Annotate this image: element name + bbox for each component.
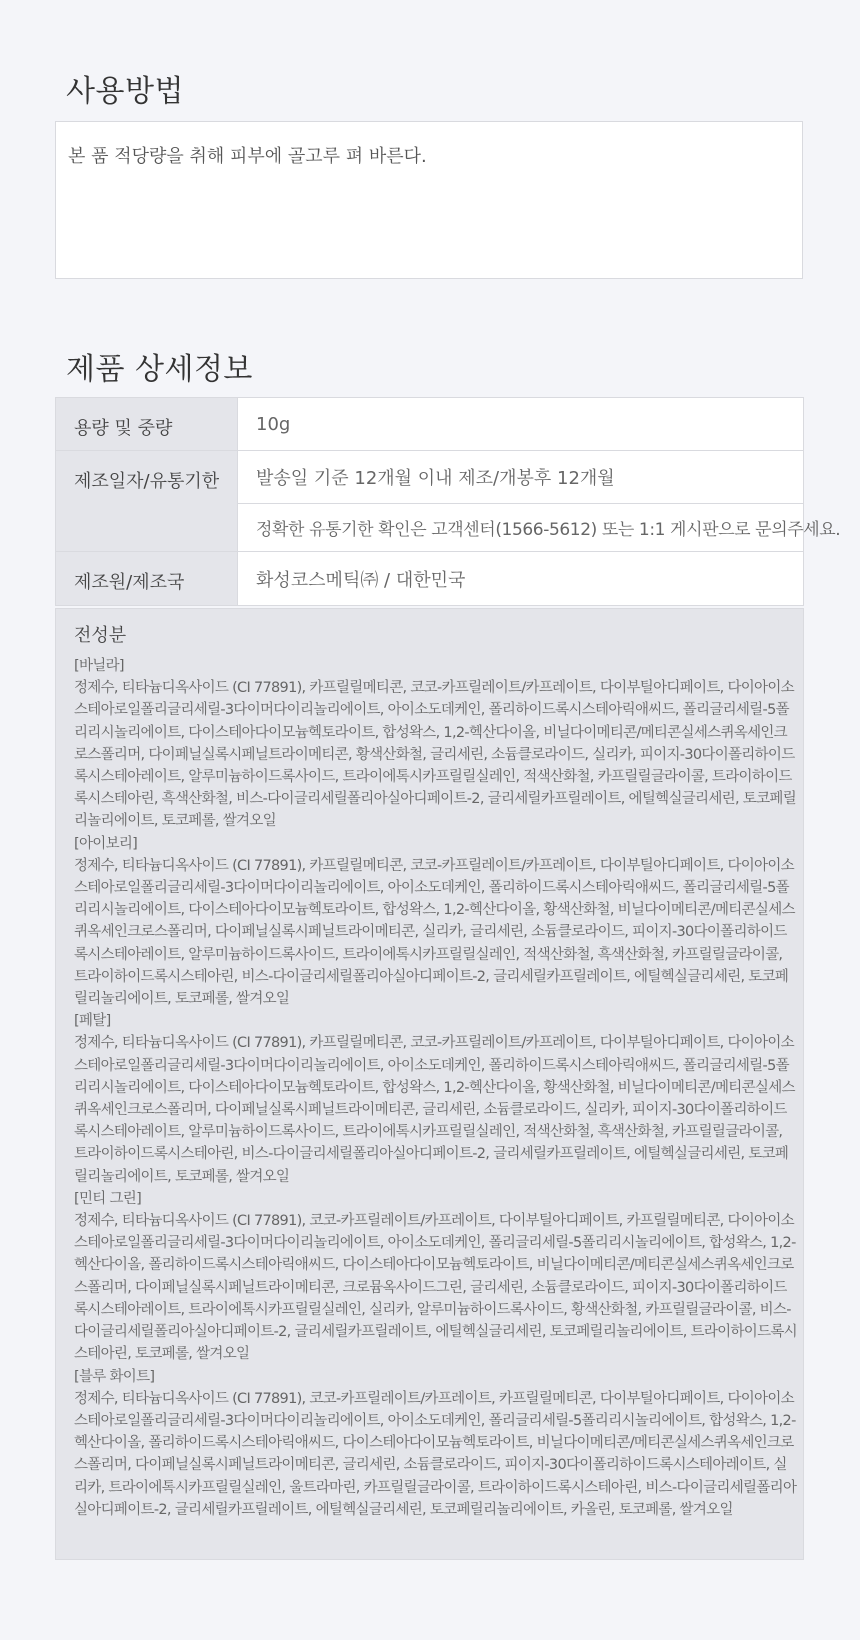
variant-ingredients: 정제수, 티타늄디옥사이드 (CI 77891), 코코-카프릴레이트/카프레이트, 카프릴릴메티콘, 다이부틸아디페이트, 다이아이소스테아로일폴리글리세릴-3다이머다이리놀리에이트, 아이소도데케인, 폴리글리세릴-5폴리리시놀리에이트, 합성왁스, 1,2-헥산다이올, 폴리하이드록시스테아릭애씨드, 다이스테아다이모늄헥토라이트, 비닐다이메티콘/메티콘실세스퀴옥세인크로스폴리머, 다이페닐실록시페닐트라이메티콘, 글리세린, 소듐클로라이드, 피이지-30다이폴리하이드록시스테아레이트, 실리카, 트라이에톡시카프릴릴실레인, 울트라마린, 카프릴릴글라이콜, 트라이하이드록시스테아린, 비스-다이글리세릴폴리아실아디페이트-2, 글리세릴카프릴레이트, 에틸헥실글리세린, 토코페릴리놀리에이트, 카올린, 토코페롤, 쌀겨오일 bbox=[74, 1390, 797, 1518]
row-value-expiry-note: 정확한 유통기한 확인은 고객센터(1566-5612) 또는 1:1 게시판으로 문의주세요. bbox=[238, 504, 804, 552]
ingredient-variant-vanilla bbox=[74, 655, 797, 833]
row-label-manufacturer: 제조원/제조국 bbox=[56, 552, 238, 606]
variant-name: [페탈] bbox=[74, 1013, 111, 1030]
table-row bbox=[56, 398, 804, 451]
row-label-expiry: 제조일자/유통기한 bbox=[56, 451, 238, 552]
ingredient-variant-petal bbox=[74, 1010, 797, 1188]
ingredient-variant-ivory bbox=[74, 833, 797, 1011]
variant-name: [아이보리] bbox=[74, 835, 138, 852]
variant-ingredients: 정제수, 티타늄디옥사이드 (CI 77891), 카프릴릴메티콘, 코코-카프릴레이트/카프레이트, 다이부틸아디페이트, 다이아이소스테아로일폴리글리세릴-3다이머다이리놀리에이트, 아이소도데케인, 폴리하이드록시스테아릭애씨드, 폴리글리세릴-5폴리리시놀리에이트, 다이스테아다이모늄헥토라이트, 합성왁스, 1,2-헥산다이올, 황색산화철, 비닐다이메티콘/메티콘실세스퀴옥세인크로스폴리머, 다이페닐실록시페닐트라이메티콘, 실리카, 글리세린, 소듐클로라이드, 피이지-30다이폴리하이드록시스테아레이트, 알루미늄하이드록사이드, 트라이에톡시카프릴릴실레인, 적색산화철, 흑색산화철, 카프릴릴글라이콜, 트라이하이드록시스테아린, 비스-다이글리세릴폴리아실아디페이트-2, 글리세릴카프릴레이트, 에틸헥실글리세린, 토코페릴리놀리에이트, 토코페롤, 쌀겨오일 bbox=[74, 857, 795, 1008]
ingredients-title: 전성분 bbox=[74, 625, 127, 646]
variant-ingredients: 정제수, 티타늄디옥사이드 (CI 77891), 코코-카프릴레이트/카프레이트, 다이부틸아디페이트, 카프릴릴메티콘, 다이아이소스테아로일폴리글리세릴-3다이머다이리놀리에이트, 아이소도데케인, 폴리글리세릴-5폴리리시놀리에이트, 합성왁스, 1,2-헥산다이올, 폴리하이드록시스테아릭애씨드, 다이스테아다이모늄헥토라이트, 비닐다이메티콘/메티콘실세스퀴옥세인크로스폴리머, 다이페닐실록시페닐트라이메티콘, 크로뮴옥사이드그린, 글리세린, 소듐클로라이드, 피이지-30다이폴리하이드록시스테아레이트, 트라이에톡시카프릴릴실레인, 실리카, 알루미늄하이드록사이드, 황색산화철, 카프릴릴글라이콜, 비스-다이글리세릴폴리아실아디페이트-2, 글리세릴카프릴레이트, 에틸헥실글리세린, 토코페릴리놀리에이트, 트라이하이드록시스테아린, 토코페롤, 쌀겨오일 bbox=[74, 1213, 797, 1363]
row-value-capacity: 10g bbox=[238, 398, 804, 451]
variant-name: [블루 화이트] bbox=[74, 1368, 155, 1385]
table-row bbox=[56, 552, 804, 606]
ingredient-variant-blue-white bbox=[74, 1366, 797, 1521]
table-row bbox=[56, 451, 804, 504]
ingredient-variant-minty-green bbox=[74, 1188, 797, 1366]
variant-name: [민티 그린] bbox=[74, 1190, 142, 1207]
usage-text: 본 품 적당량을 취해 피부에 골고루 펴 바른다. bbox=[68, 146, 427, 167]
row-value-expiry: 발송일 기준 12개월 이내 제조/개봉후 12개월 bbox=[238, 451, 804, 504]
ingredients-panel bbox=[55, 608, 804, 1560]
usage-section-title: 사용방법 bbox=[66, 74, 184, 109]
row-label-capacity: 용량 및 중량 bbox=[56, 398, 238, 451]
variant-name: [바닐라] bbox=[74, 658, 124, 674]
row-value-manufacturer: 화성코스메틱㈜ / 대한민국 bbox=[238, 552, 804, 606]
details-section-title: 제품 상세정보 bbox=[66, 352, 253, 387]
variant-ingredients: 정제수, 티타늄디옥사이드 (CI 77891), 카프릴릴메티콘, 코코-카프릴레이트/카프레이트, 다이부틸아디페이트, 다이아이소스테아로일폴리글리세릴-3다이머다이리놀리에이트, 아이소도데케인, 폴리하이드록시스테아릭애씨드, 폴리글리세릴-5폴리리시놀리에이트, 다이스테아다이모늄헥토라이트, 합성왁스, 1,2-헥산다이올, 황색산화철, 비닐다이메티콘/메티콘실세스퀴옥세인크로스폴리머, 다이페닐실록시페닐트라이메티콘, 글리세린, 소듐클로라이드, 실리카, 피이지-30다이폴리하이드록시스테아레이트, 알루미늄하이드록사이드, 트라이에톡시카프릴릴실레인, 적색산화철, 흑색산화철, 카프릴릴글라이콜, 트라이하이드록시스테아린, 비스-다이글리세릴폴리아실아디페이트-2, 글리세릴카프릴레이트, 에틸헥실글리세린, 토코페릴리놀리에이트, 토코페롤, 쌀겨오일 bbox=[74, 1035, 795, 1185]
usage-text-box bbox=[55, 121, 803, 279]
variant-ingredients: 정제수, 티타늄디옥사이드 (CI 77891), 카프릴릴메티콘, 코코-카프릴레이트/카프레이트, 다이부틸아디페이트, 다이아이소스테아로일폴리글리세릴-3다이머다이리놀리에이트, 아이소도데케인, 폴리하이드록시스테아릭애씨드, 폴리글리세릴-5폴리리시놀리에이트, 다이스테아다이모늄헥토라이트, 합성왁스, 1,2-헥산다이올, 비닐다이메티콘/메티콘실세스퀴옥세인크로스폴리머, 다이페닐실록시페닐트라이메티콘, 황색산화철, 글리세린, 소듐클로라이드, 실리카, 피이지-30다이폴리하이드록시스테아레이트, 알루미늄하이드록사이드, 트라이에톡시카프릴릴실레인, 적색산화철, 카프릴릴글라이콜, 트라이하이드록시스테아린, 흑색산화철, 비스-다이글리세릴폴리아실아디페이트-2, 글리세릴카프릴레이트, 에틸헥실글리세린, 토코페릴리놀리에이트, 토코페롤, 쌀겨오일 bbox=[74, 680, 797, 830]
product-details-table bbox=[55, 397, 841, 606]
